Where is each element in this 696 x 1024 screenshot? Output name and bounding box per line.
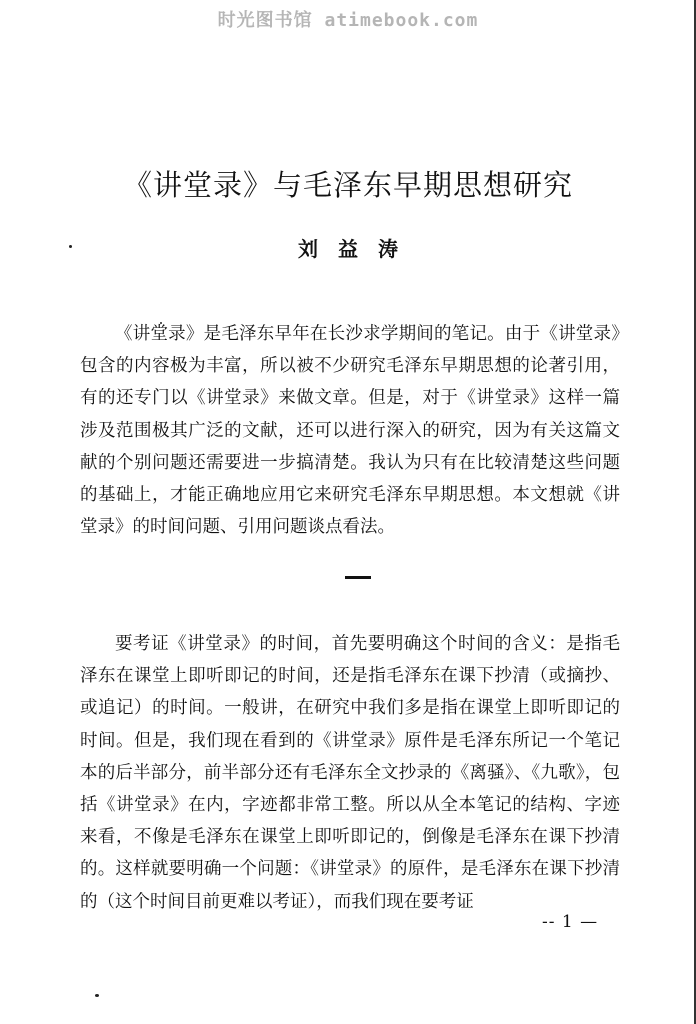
section-one-numeral [345, 576, 371, 579]
body-paragraph-section-one: 要考证《讲堂录》的时间，首先要明确这个时间的含义：是指毛泽东在课堂上即听即记的时间，还是指毛泽东在课下抄清（或摘抄、或追记）的时间。一般讲，在研究中我们多是指在课堂上即听即记的时间。但是，我们现在看到的《讲堂录》原件是毛泽东所记一个笔记本的后半部分，前半部分还有毛泽东全文抄录的《离骚》、《九歌》，包括《讲堂录》在内，字迹都非常工整。所以从全本笔记的结构、字迹来看，不像是毛泽东在课堂上即听即记的，倒像是毛泽东在课下抄清的。这样就要明确一个问题：《讲堂录》的原件，是毛泽东在课下抄清的（这个时间目前更难以考证），而我们现在要考证 [80, 634, 620, 912]
scan-speck [95, 994, 99, 997]
page-number: -- 1 — [542, 912, 599, 932]
article-title: 《讲堂录》与毛泽东早期思想研究 [122, 168, 573, 202]
scan-speck [160, 322, 162, 324]
article-author: 刘益涛 [298, 237, 418, 261]
scan-speck [69, 245, 72, 248]
body-paragraph-intro: 《讲堂录》是毛泽东早年在长沙求学期间的笔记。由于《讲堂录》包含的内容极为丰富，所以被不少研究毛泽东早期思想的论著引用，有的还专门以《讲堂录》来做文章。但是，对于《讲堂录》这样一篇涉及范围极其广泛的文献，还可以进行深入的研究，因为有关这篇文献的个别问题还需要进一步搞清楚。我认为只有在比较清楚这些问题的基础上，才能正确地应用它来研究毛泽东早期思想。本文想就《讲堂录》的时间问题、引用问题谈点看法。 [80, 324, 620, 538]
watermark: 时光图书馆 atimebook.com [217, 10, 479, 31]
